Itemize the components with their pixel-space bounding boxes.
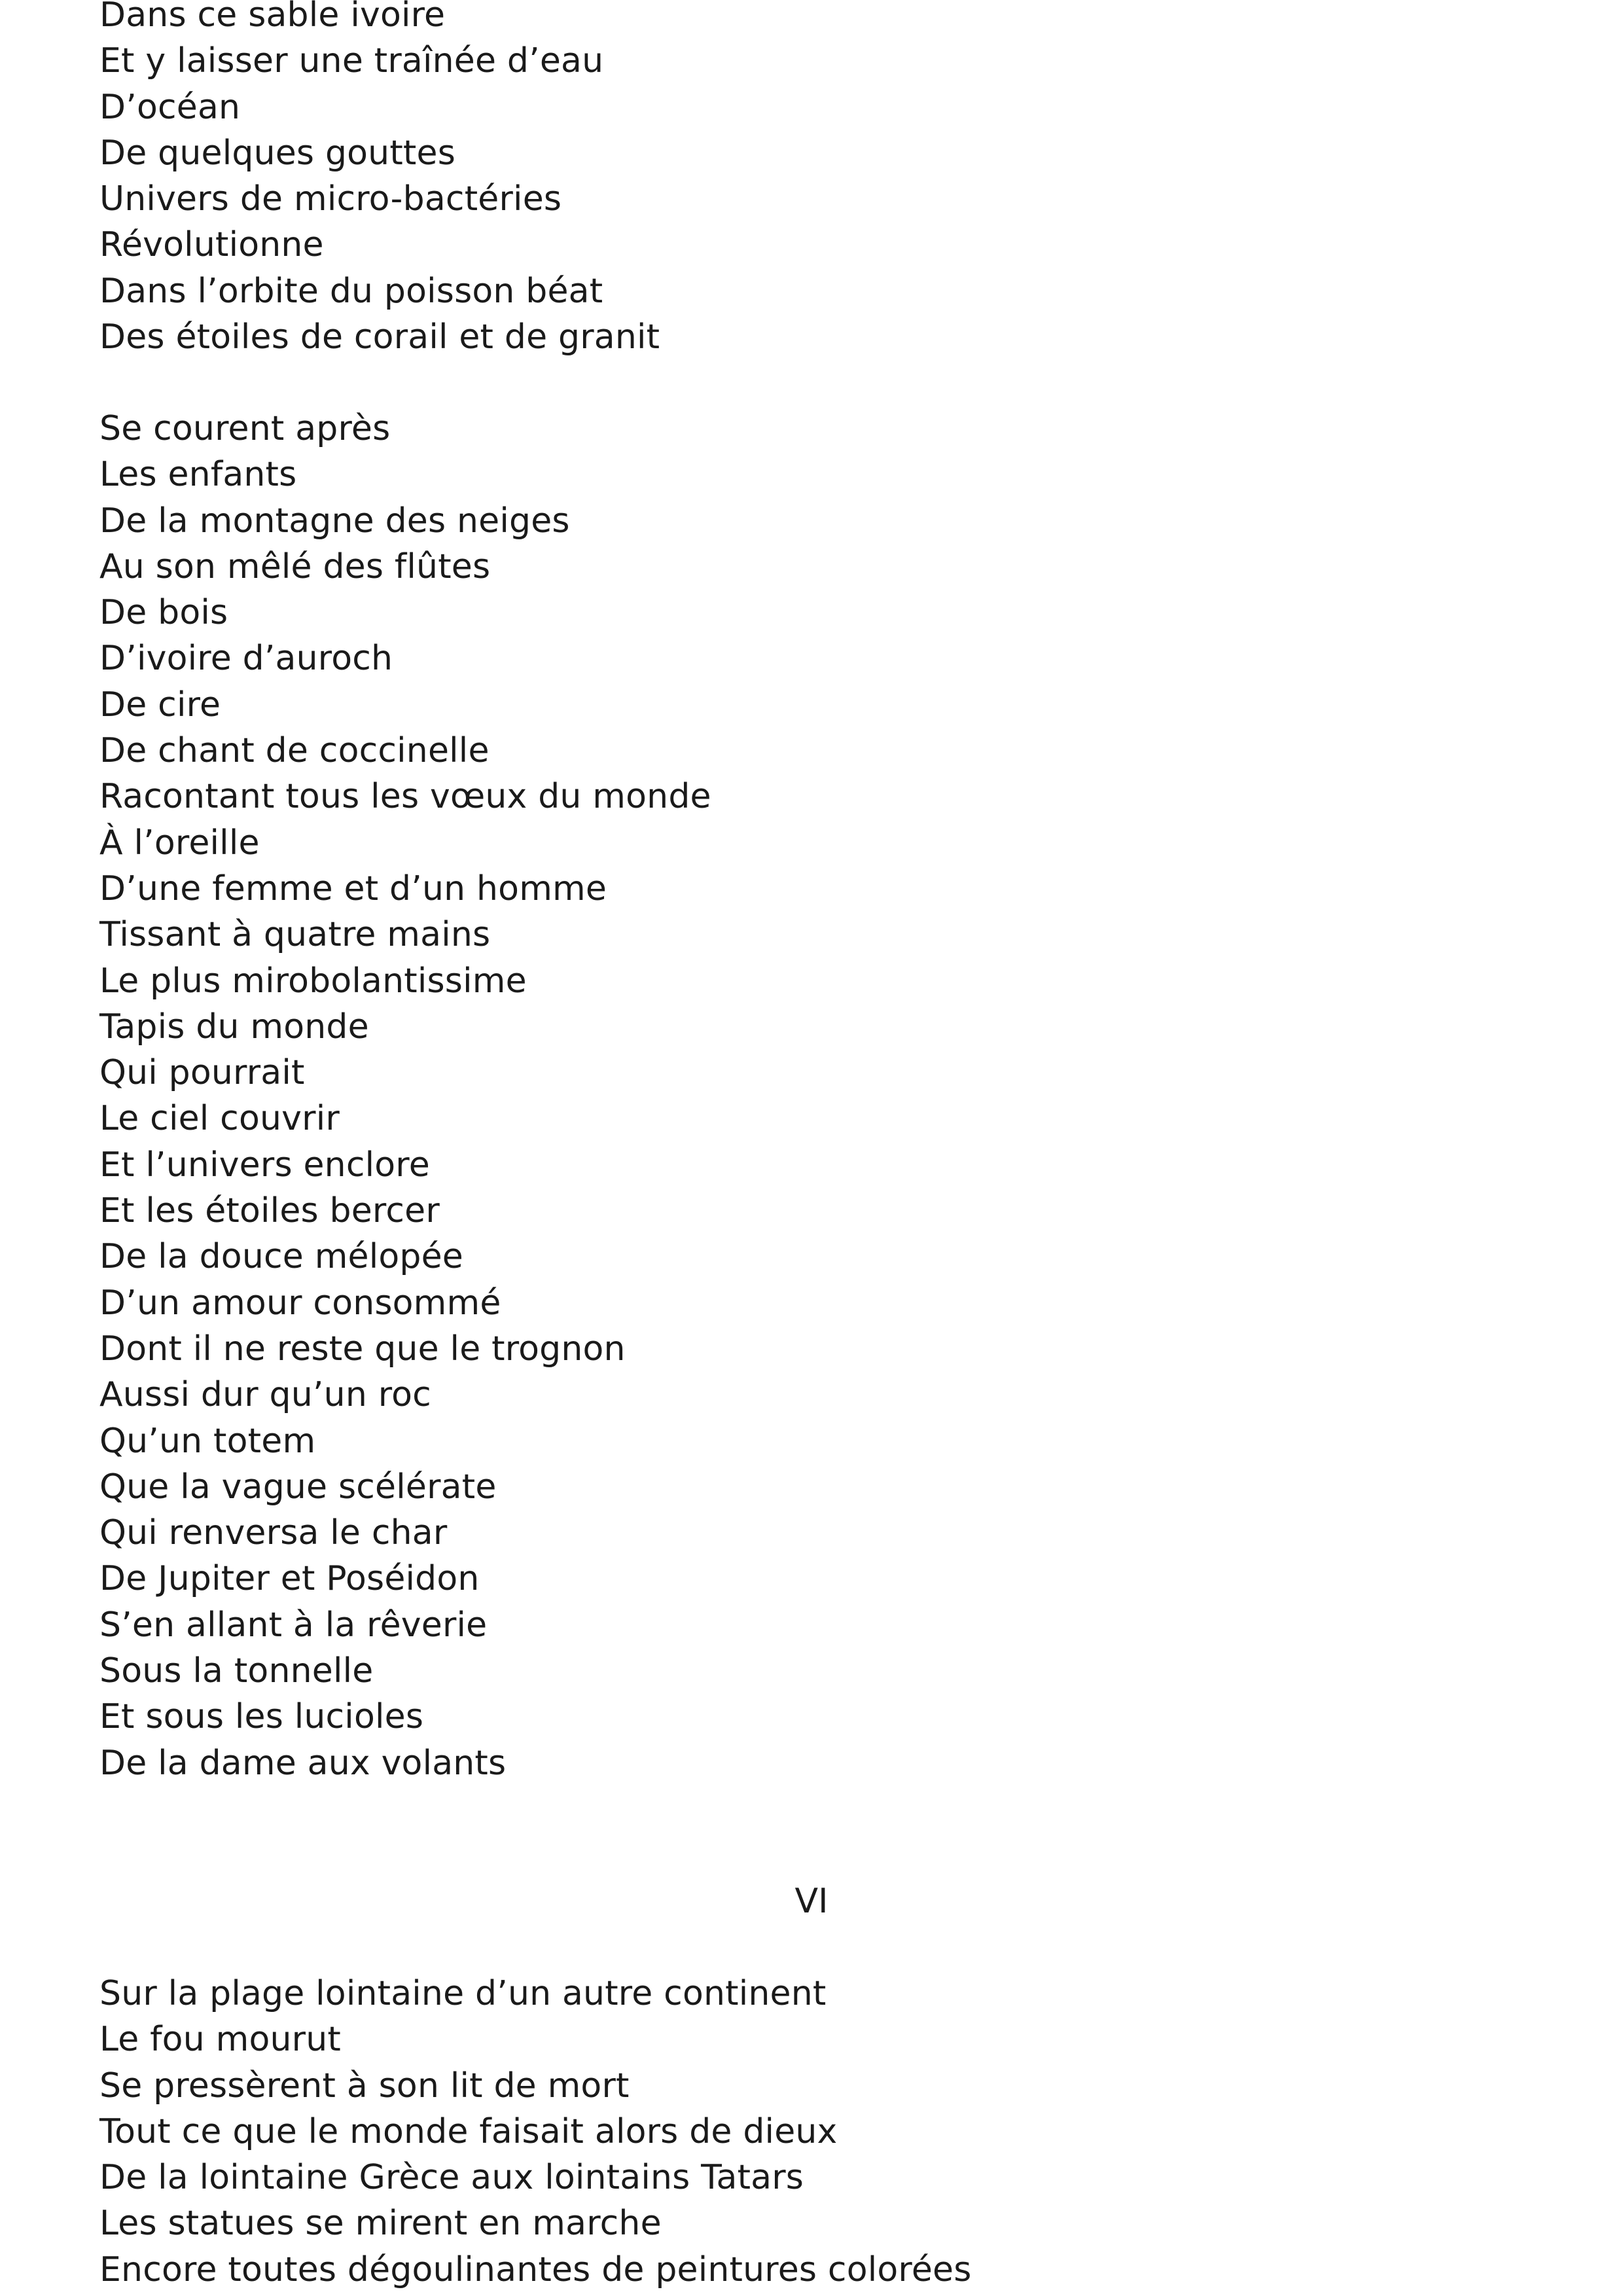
poem-line: Aussi dur qu’un roc [99,1375,431,1415]
poem-line: Les statues se mirent en marche [99,2204,662,2244]
poem-line: Dans ce sable ivoire [99,0,446,35]
poem-line: Sous la tonnelle [99,1651,374,1691]
poem-line: D’océan [99,87,241,127]
poem-line: De la lointaine Grèce aux lointains Tatars [99,2158,804,2198]
poem-line: Qu’un totem [99,1421,316,1461]
poem-line: Le fou mourut [99,2020,341,2060]
poem-line: De chant de coccinelle [99,731,490,771]
poem-line: De bois [99,593,228,633]
poem-line: Qui renversa le char [99,1513,448,1553]
poem-line: De la dame aux volants [99,1743,507,1783]
poem-line: D’un amour consommé [99,1283,501,1323]
poem-line: Et sous les lucioles [99,1697,424,1737]
poem-line: Racontant tous les vœux du monde [99,777,711,817]
poem-line: D’ivoire d’auroch [99,639,393,679]
poem-line: Les enfants [99,455,297,495]
poem-line: Et y laisser une traînée d’eau [99,41,604,81]
poem-line: De quelques gouttes [99,133,455,173]
poem-line: Qui pourrait [99,1053,305,1093]
poem-line: Des étoiles de corail et de granit [99,317,660,357]
poem-line: Se courent après [99,409,391,448]
poem-line: Et les étoiles bercer [99,1191,440,1231]
stanza-1 [99,0,660,360]
poem-line: S’en allant à la rêverie [99,1605,488,1645]
poem-line: Tapis du monde [99,1007,369,1047]
stanza-3 [99,1971,972,2293]
poem-line: Le plus mirobolantissime [99,961,527,1001]
poem-line: À l’oreille [99,823,260,863]
poem-line: Que la vague scélérate [99,1467,497,1507]
poem-line: Tout ce que le monde faisait alors de dieux [99,2111,838,2151]
poem-line: Univers de micro-bactéries [99,179,562,219]
poem-line: De la douce mélopée [99,1237,463,1277]
section-numeral: VI [794,1882,829,1921]
poem-line: Et l’univers enclore [99,1145,430,1185]
poem-line: Le ciel couvrir [99,1099,340,1139]
stanza-2 [99,406,711,1786]
poem-line: De Jupiter et Poséidon [99,1559,480,1599]
poem-line: Encore toutes dégoulinantes de peintures colorées [99,2250,972,2289]
poem-line: Révolutionne [99,225,324,265]
poem-line: Au son mêlé des flûtes [99,547,491,586]
poem-line: Dont il ne reste que le trognon [99,1329,626,1369]
poem-line: De la montagne des neiges [99,501,570,541]
poem-line: Sur la plage lointaine d’un autre continent [99,1974,827,2013]
poem-line: De cire [99,685,221,725]
poem-line: Dans l’orbite du poisson béat [99,271,603,311]
poem-line: Tissant à quatre mains [99,915,491,955]
poem-line: D’une femme et d’un homme [99,869,607,908]
poem-line: Se pressèrent à son lit de mort [99,2066,630,2106]
